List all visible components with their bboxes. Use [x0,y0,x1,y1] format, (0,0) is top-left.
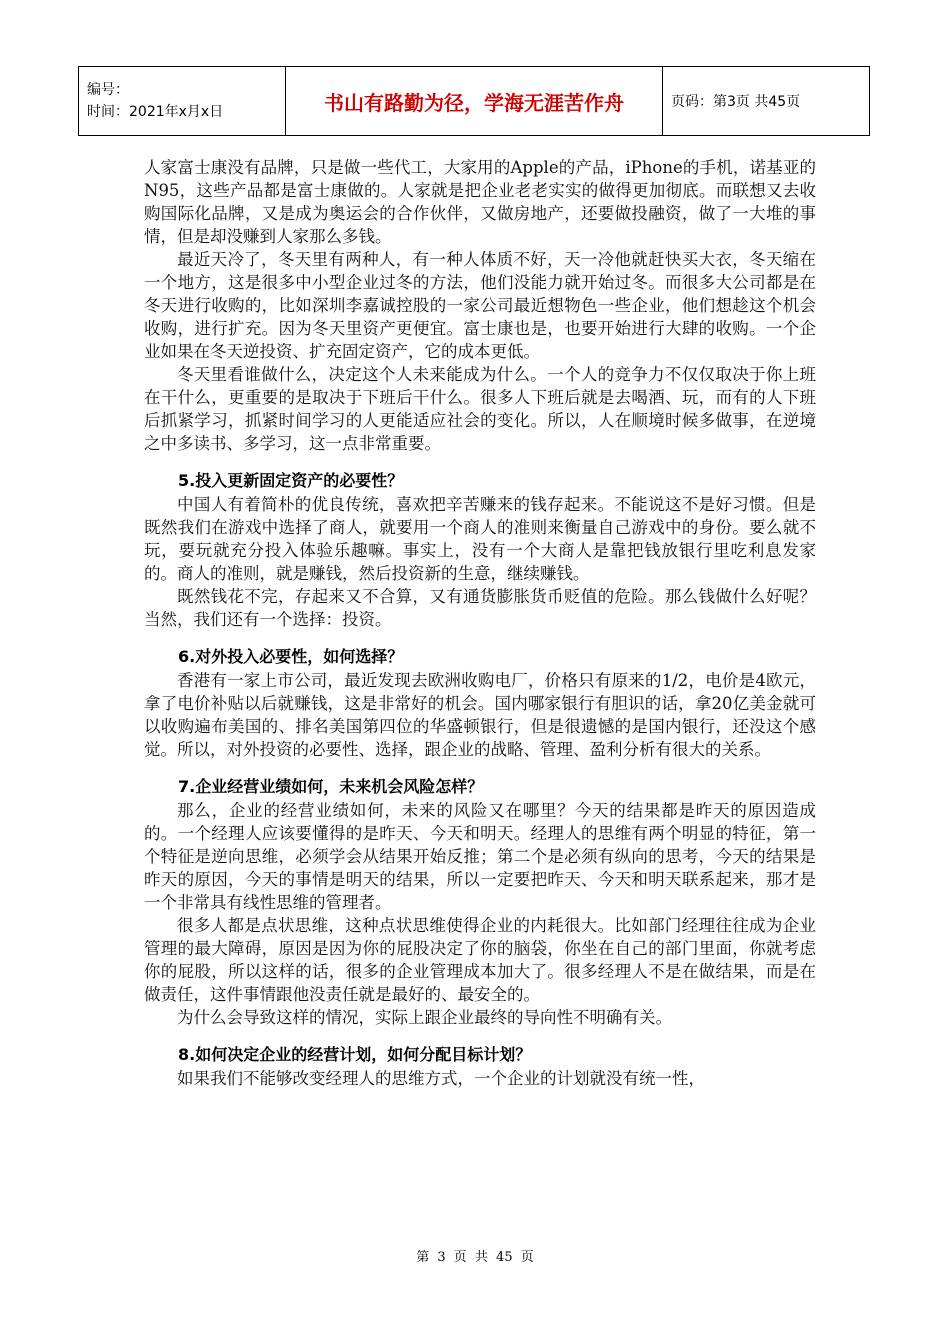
paragraph: 如果我们不能够改变经理人的思维方式，一个企业的计划就没有统一性， [177,1069,705,1088]
number-label: 编号： [87,82,129,98]
document-header [78,66,870,136]
header-motto: 书山有路勤为径，学海无涯苦作舟 [286,67,663,136]
paragraph: 冬天里看谁做什么，决定这个人未来能成为什么。一个人的竞争力不仅仅取决于你上班在干什么，更重要的是取决于下班后干什么。很多人下班后就是去喝酒、玩，而有的人下班后抓紧学习，抓紧时间学习的人更能适应社会的变化。所以，人在顺境时候多做事，在逆境之中多读书、多学习，这一点非常重要。 [144,365,816,453]
paragraph: 香港有一家上市公司，最近发现去欧洲收购电厂，价格只有原来的1/2，电价是4欧元，拿了电价补贴以后就赚钱，这是非常好的机会。国内哪家银行有胆识的话，拿20亿美金就可以收购遍布美国的、排名美国第四位的华盛顿银行，但是很遗憾的是国内银行，还没这个感觉。所以，对外投资的必要性、选择，跟企业的战略、管理、盈利分析有很大的关系。 [144,671,816,759]
paragraph: 既然钱花不完，存起来又不合算，又有通货膨胀货币贬值的危险。那么钱做什么好呢？当然，我们还有一个选择：投资。 [144,587,816,629]
time-label: 时间：2021年x月x日 [87,104,224,120]
paragraph: 很多人都是点状思维，这种点状思维使得企业的内耗很大。比如部门经理往往成为企业管理的最大障碍，原因是因为你的屁股决定了你的脑袋，你坐在自己的部门里面，你就考虑你的屁股，所以这样的话，很多的企业管理成本加大了。很多经理人不是在做结果，而是在做责任，这件事情跟他没责任就是最好的、最安全的。 [144,916,816,1004]
section-heading-5: 5.投入更新固定资产的必要性？ [178,471,404,490]
header-page-label: 页码：第3页 共45页 [663,67,870,136]
paragraph: 那么，企业的经营业绩如何，未来的风险又在哪里？今天的结果都是昨天的原因造成的。一个经理人应该要懂得的是昨天、今天和明天。经理人的思维有两个明显的特征，第一个特征是逆向思维，必须学会从结果开始反推；第二个是必须有纵向的思考，今天的结果是昨天的原因，今天的事情是明天的结果，所以一定要把昨天、今天和明天联系起来，那才是一个非常具有线性思维的管理者。 [144,801,816,912]
paragraph: 人家富士康没有品牌，只是做一些代工，大家用的Apple的产品，iPhone的手机，诺基亚的N95，这些产品都是富士康做的。人家就是把企业老老实实的做得更加彻底。而联想又去收购国际化品牌，又是成为奥运会的合作伙伴，又做房地产，还要做投融资，做了一大堆的事情，但是却没赚到人家那么多钱。 [144,158,816,246]
paragraph: 为什么会导致这样的情况，实际上跟企业最终的导向性不明确有关。 [177,1008,672,1027]
section-heading-8: 8.如何决定企业的经营计划，如何分配目标计划？ [178,1045,532,1064]
section-heading-7: 7.企业经营业绩如何，未来机会风险怎样？ [178,777,484,796]
paragraph: 最近天冷了，冬天里有两种人，有一种人体质不好，天一冷他就赶快买大衣，冬天缩在一个地方，这是很多中小型企业过冬的方法，他们没能力就开始过冬。而很多大公司都是在冬天进行收购的，比如深圳李嘉诚控股的一家公司最近想物色一些企业，他们想趁这个机会收购，进行扩充。因为冬天里资产更便宜。富士康也是，也要开始进行大肆的收购。一个企业如果在冬天逆投资、扩充固定资产，它的成本更低。 [144,250,816,361]
header-meta [79,67,286,136]
section-heading-6: 6.对外投入必要性，如何选择？ [178,647,404,666]
page-footer: 第 3 页 共 45 页 [416,1250,534,1265]
paragraph: 中国人有着简朴的优良传统，喜欢把辛苦赚来的钱存起来。不能说这不是好习惯。但是既然我们在游戏中选择了商人，就要用一个商人的准则来衡量自己游戏中的身份。要么就不玩，要玩就充分投入体验乐趣嘛。事实上，没有一个大商人是靠把钱放银行里吃利息发家的。商人的准则，就是赚钱，然后投资新的生意，继续赚钱。 [144,495,816,583]
document-body [144,156,816,1090]
